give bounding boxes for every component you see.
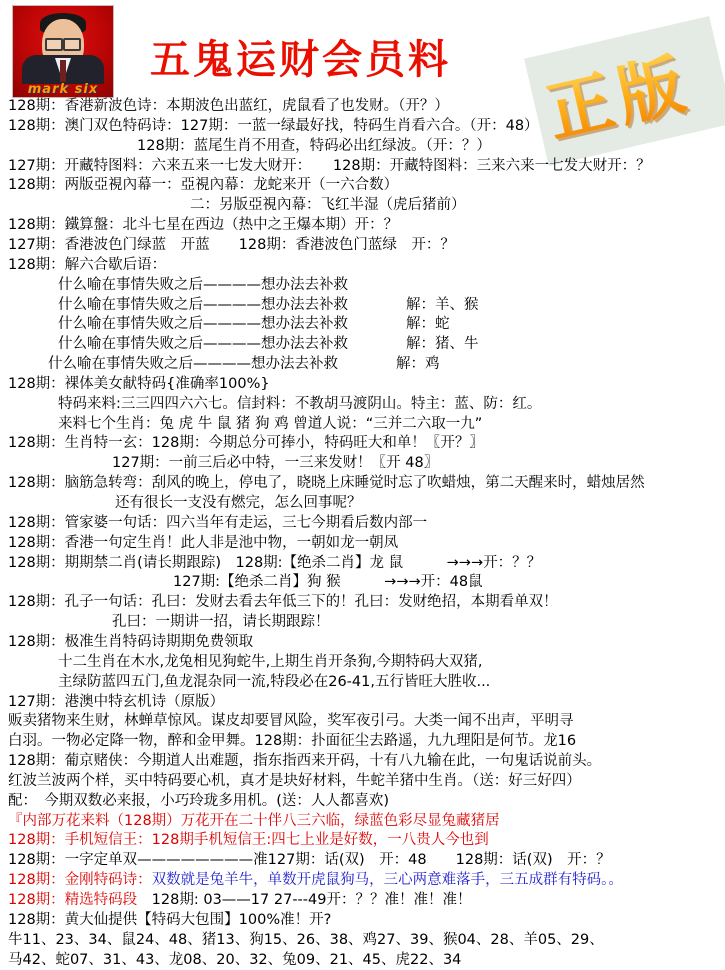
text-segment: 还有很长一支没有燃完，怎么回事呢？ <box>115 495 362 511</box>
text-segment: 来料七个生肖：兔 虎 牛 鼠 猪 狗 鸡 曾道人说：“三并二六取一九” <box>58 415 483 432</box>
text-line <box>8 712 574 732</box>
text-segment: 127期：港澳中特玄机诗（原版） <box>8 693 225 710</box>
text-line <box>58 315 450 335</box>
text-segment: 128期：两版亞視內幕一：亞視內幕：龙蛇来开（一六合数） <box>8 177 399 194</box>
text-line <box>8 593 558 613</box>
text-segment: 『内部万花来料（128期）万花开在二十伴八三六临，绿蓝色彩尽显兔藏猪居 <box>8 812 500 829</box>
text-segment: 什么喻在事情失败之后————想办法去补救 解：蛇 <box>58 316 450 333</box>
text-segment: 128期：黄大仙提供【特码大包围】100%准！开? <box>8 911 332 928</box>
text-segment: 马42、蛇07、31、43、龙08、20、32、兔09、21、45、虎22、34 <box>8 951 462 968</box>
text-segment: 牛11、23、34、鼠24、48、猪13、狗15、26、38、鸡27、39、猴04、28、羊05、29、 <box>8 931 604 948</box>
text-segment: 128期：裸体美女献特码{准确率100%} <box>8 375 270 392</box>
text-line <box>112 454 438 474</box>
text-segment: 128期：极准生肖特码诗期期免费领取 <box>8 633 254 650</box>
text-segment: 什么喻在事情失败之后————想办法去补救 <box>58 276 348 293</box>
text-segment: 十二生肖在木水,龙兔相见狗蛇牛,上期生肖开条狗,今期特码大双猪, <box>58 653 483 670</box>
text-segment: 128期：金刚特码诗： <box>8 872 152 889</box>
text-segment: 128期：孔子一句话：孔曰：发财去看去年低三下的！孔曰：发财绝招，本期看单双！ <box>8 594 558 611</box>
text-segment: 贩卖猪物来生财，林蝉草惊风。谋皮却要冒风险，奖军夜引弓。大类一闻不出声，平明寻 <box>8 713 574 730</box>
text-segment: 128期：香港一句定生肖！此人非是池中物，一朝如龙一朝凤 <box>8 534 399 551</box>
text-segment: 128期：鐵算盤：北斗七星在西边（热中之王爆本期）开：？ <box>8 217 399 234</box>
text-segment: 128期：蓝尾生肖不用查，特码必出红绿波。（开：？） <box>137 137 491 154</box>
text-line <box>8 633 253 653</box>
text-line <box>58 296 479 316</box>
text-line <box>8 97 449 117</box>
text-segment: 127期：开藏特图料：六来五来一七发大财开： 128期：开藏特图料：三来六来一七发大财开：？ <box>8 157 651 174</box>
text-line <box>8 772 581 792</box>
text-segment: 127期：一前三后必中特，一三来发财！〖开 48〗 <box>112 455 439 472</box>
text-line <box>137 137 491 157</box>
text-line <box>190 196 466 216</box>
text-segment: 特码来料:三三四四六六七。信封料：不教胡马渡阴山。特主：蓝、防：红。 <box>58 395 542 412</box>
text-line <box>58 673 490 693</box>
text-line <box>8 434 484 454</box>
text-line <box>112 613 330 633</box>
text-line <box>8 474 645 494</box>
text-segment: 主绿防蓝四五门,鱼龙混杂同一流,特段必在26-41,五行皆旺大胜收... <box>58 673 491 690</box>
text-segment: 128期: 03——17 27---49开：？？准！准！准！ <box>137 892 472 908</box>
text-line <box>8 851 611 871</box>
text-segment: 什么喻在事情失败之后————想办法去补救 解：鸡 <box>48 356 440 373</box>
text-line <box>58 276 348 296</box>
text-segment: 什么喻在事情失败之后————想办法去补救 解：羊、猴 <box>58 296 479 313</box>
text-line <box>8 236 455 256</box>
text-line <box>58 415 482 435</box>
text-line <box>8 831 489 851</box>
text-line <box>8 732 576 752</box>
text-segment: 128期：澳门双色特码诗：127期：一蓝一绿最好找，特码生肖看六合。（开：48） <box>8 117 539 134</box>
text-line <box>8 812 500 832</box>
text-segment: 127期：香港波色门绿蓝 开蓝 128期：香港波色门蓝绿 开：？ <box>8 236 455 253</box>
text-line <box>8 951 461 970</box>
text-line <box>8 931 604 951</box>
text-line <box>8 871 623 891</box>
text-segment: 128期：手机短信王：128期手机短信王:四七上业是好数，一八贵人今也到 <box>8 832 489 849</box>
text-line <box>8 693 224 713</box>
text-line <box>173 573 483 593</box>
text-segment: 128期：脑筋急转弯：刮风的晚上，停电了，晓晓上床睡觉时忘了吹蜡烛，第二天醒来时，蜡烛居然 <box>8 475 645 492</box>
text-segment: 128期：葡京赌侠：今期道人出难题，指东指西来开码，十有八九输在此，一句鬼话说前头。 <box>8 753 602 770</box>
text-line <box>8 176 398 196</box>
text-segment: 127期:【绝杀二肖】狗 猴 →→→开：48鼠 <box>173 574 483 591</box>
text-line <box>8 792 389 812</box>
text-line <box>8 375 270 395</box>
text-segment: 128期：一字定单双————————准127期：话(双) 开：48 128期：话(双) 开：？ <box>8 852 611 869</box>
text-line <box>8 554 541 574</box>
text-line <box>58 335 479 355</box>
text-segment: 孔曰：一期讲一招，请长期跟踪！ <box>112 614 330 631</box>
text-line <box>8 534 398 554</box>
text-line <box>8 891 471 911</box>
text-line <box>8 216 398 236</box>
text-segment: 二：另版亞視內幕：飞红半湿（虎后猪前） <box>190 197 466 214</box>
text-line <box>58 653 482 673</box>
text-line <box>8 752 601 772</box>
text-line <box>8 117 539 137</box>
genuine-badge: 正版 <box>536 30 698 155</box>
text-segment: 128期：解六合歇后语： <box>8 256 167 273</box>
text-line <box>115 494 362 514</box>
text-segment: 128期：管家婆一句话：四六当年有走运，三七今期看后数内部一 <box>8 514 428 531</box>
photo-caption: mark six <box>27 82 99 97</box>
text-segment: 128期：生肖特一玄：128期：今期总分可捧小，特码旺大和单！〖开？〗 <box>8 435 484 452</box>
text-segment: 什么喻在事情失败之后————想办法去补救 解：猪、牛 <box>58 336 479 353</box>
text-line <box>8 157 651 177</box>
text-segment: 配： 今期双数必来报，小巧玲珑多用机。(送：人人都喜欢) <box>8 792 390 809</box>
text-segment: 128期：精选特码段 <box>8 892 138 908</box>
text-line <box>8 514 427 534</box>
text-segment: 128期：香港新波色诗：本期波色出蓝红，虎鼠看了也发财。（开？） <box>8 98 449 114</box>
text-segment: 双数就是兔羊牛，单数开虎鼠狗马，三心两意难落手，三五成群有特码。。 <box>151 872 623 889</box>
text-line <box>48 355 440 375</box>
page-title: 五鬼运财会员料 <box>150 36 451 83</box>
text-segment: 红波兰波两个样，买中特码要心机，真才是块好材料，牛蛇羊猪中生肖。（送：好三好四） <box>8 772 581 789</box>
text-line <box>58 395 541 415</box>
text-segment: 白羽。一物必定降一物，醉和金甲舞。128期：扑面征尘去路遥，九九理阳是何节。龙16 <box>8 733 577 750</box>
text-line <box>8 256 166 276</box>
text-segment: 128期：期期禁二肖(请长期跟踪) 128期:【绝杀二肖】龙 鼠 →→→开：？？ <box>8 554 542 571</box>
text-line <box>8 911 331 931</box>
